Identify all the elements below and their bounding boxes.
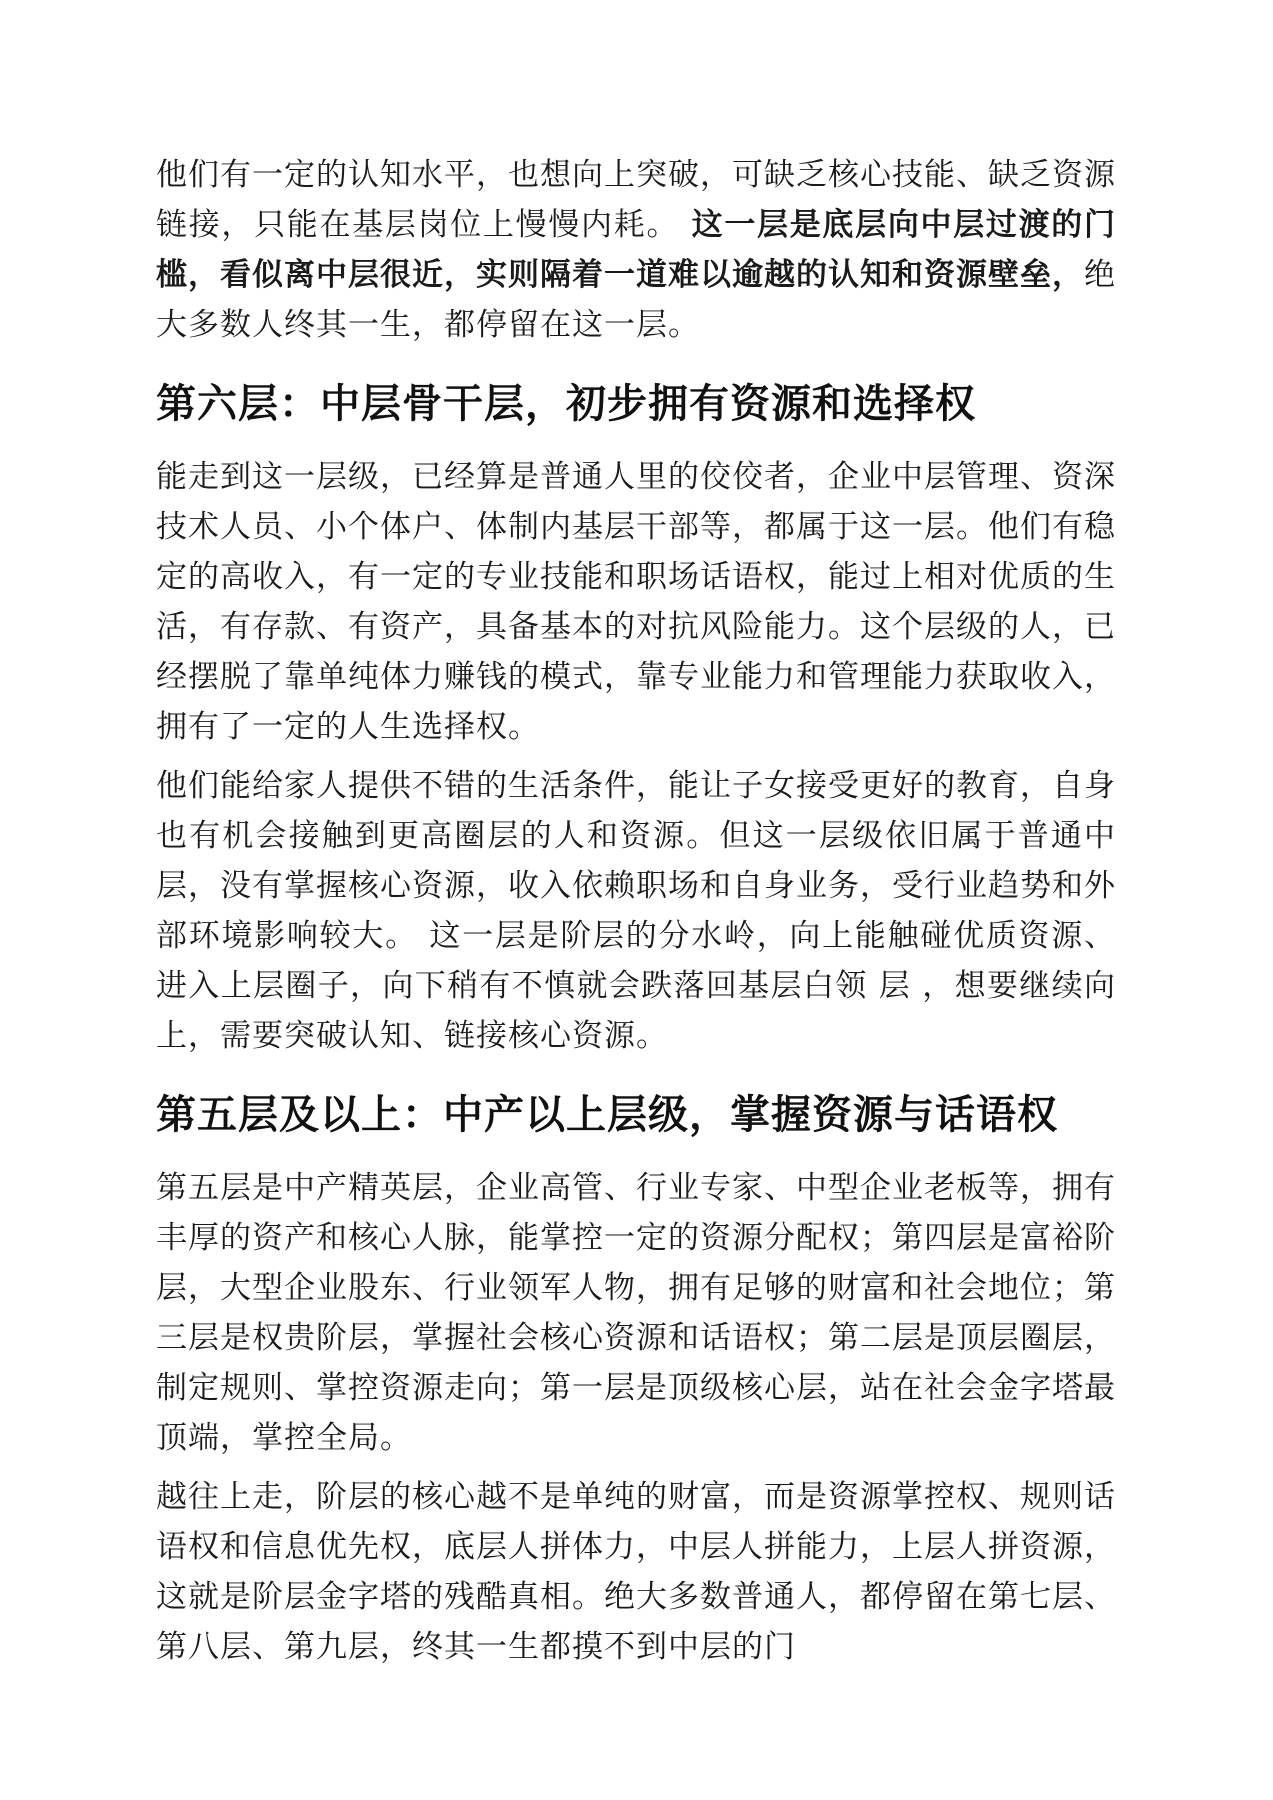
intro-text: 他们有一定的认知水平，也想向上突破，可缺乏核心技能、缺乏资源链接，只能在基层岗位上慢慢内耗。	[156, 157, 1116, 243]
section-5-paragraph-2: 越往上走，阶层的核心越不是单纯的财富，而是资源掌控权、规则话语权和信息优先权，底层人拼体力，中层人拼能力，上层人拼资源，这就是阶层金字塔的残酷真相。绝大多数普通人，都停留在第七层、第八层、第九层，终其一生都摸不到中层的门	[156, 1479, 1116, 1665]
intro-bold-text: 这一层是底层向中层过渡的门槛，看似离中层很近，实则隔着一道难以逾越的认知和资源壁垒，	[156, 207, 1117, 293]
intro-paragraph	[156, 150, 1116, 350]
section-6-paragraph-1: 能走到这一层级，已经算是普通人里的佼佼者，企业中层管理、资深技术人员、小个体户、体制内基层干部等，都属于这一层。他们有稳定的高收入，有一定的专业技能和职场话语权，能过上相对优质的生活，有存款、有资产，具备基本的对抗风险能力。这个层级的人，已经摆脱了靠单纯体力赚钱的模式，靠专业能力和管理能力获取收入，拥有了一定的人生选择权。	[156, 459, 1116, 745]
article-body	[156, 150, 1116, 1681]
section-6-paragraph-2: 他们能给家人提供不错的生活条件，能让子女接受更好的教育，自身也有机会接触到更高圈层的人和资源。但这一层级依旧属于普通中层，没有掌握核心资源，收入依赖职场和自身业务，受行业趋势和外部环境影响较大。 这一层是阶层的分水岭，向上能触碰优质资源、进入上层圈子，向下稍有不慎就会跌落回基层白领 层 ，想要继续向上，需要突破认知、链接核心资源。	[156, 768, 1116, 1054]
section-heading-layer-6: 第六层：中层骨干层，初步拥有资源和选择权	[156, 381, 976, 427]
intro-tail-text: 绝大多数人终其一生，都停留在这一层。	[156, 257, 1116, 343]
section-5-paragraph-1: 第五层是中产精英层，企业高管、行业专家、中型企业老板等，拥有丰厚的资产和核心人脉，能掌控一定的资源分配权；第四层是富裕阶层，大型企业股东、行业领军人物，拥有足够的财富和社会地位；第三层是权贵阶层，掌握社会核心资源和话语权；第二层是顶层圈层，制定规则、掌控资源走向；第一层是顶级核心层，站在社会金字塔最顶端，掌控全局。	[156, 1170, 1116, 1456]
section-heading-layer-5-up: 第五层及以上：中产以上层级，掌握资源与话语权	[156, 1092, 1058, 1138]
